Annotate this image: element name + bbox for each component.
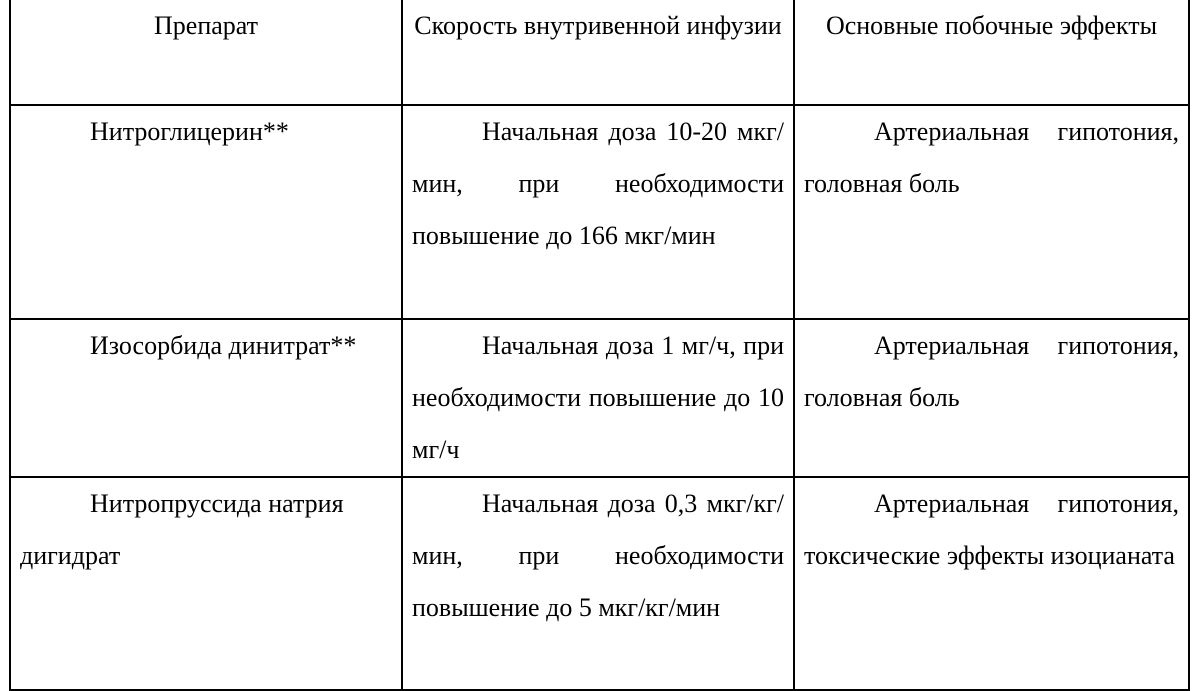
infusion-rate-cell: Начальная доза 10-20 мкг/мин, при необходимости повышение до 166 мкг/мин: [402, 105, 794, 319]
infusion-rate-cell: Начальная доза 0,3 мкг/кг/мин, при необходимости повышение до 5 мкг/кг/мин: [402, 477, 794, 690]
drug-infusion-table: [9, 0, 1190, 691]
drug-name-cell: Изосорбида динитрат**: [10, 319, 402, 477]
side-effects-cell: Артериальная гипотония, головная боль: [794, 319, 1189, 477]
side-effects-cell: Артериальная гипотония, токсические эффекты изоцианата: [794, 477, 1189, 690]
header-drug: Препарат: [10, 0, 402, 105]
drug-name-cell: Нитропруссида натрия дигидрат: [10, 477, 402, 690]
header-side-effects: Основные побочные эффекты: [794, 0, 1189, 105]
header-infusion-rate: Скорость внутривенной инфузии: [402, 0, 794, 105]
infusion-rate-cell: Начальная доза 1 мг/ч, при необходимости повышение до 10 мг/ч: [402, 319, 794, 477]
table-row: [10, 319, 1189, 477]
table-row: [10, 105, 1189, 319]
table-header-row: [10, 0, 1189, 105]
side-effects-cell: Артериальная гипотония, головная боль: [794, 105, 1189, 319]
drug-name-cell: Нитроглицерин**: [10, 105, 402, 319]
table-row: [10, 477, 1189, 690]
